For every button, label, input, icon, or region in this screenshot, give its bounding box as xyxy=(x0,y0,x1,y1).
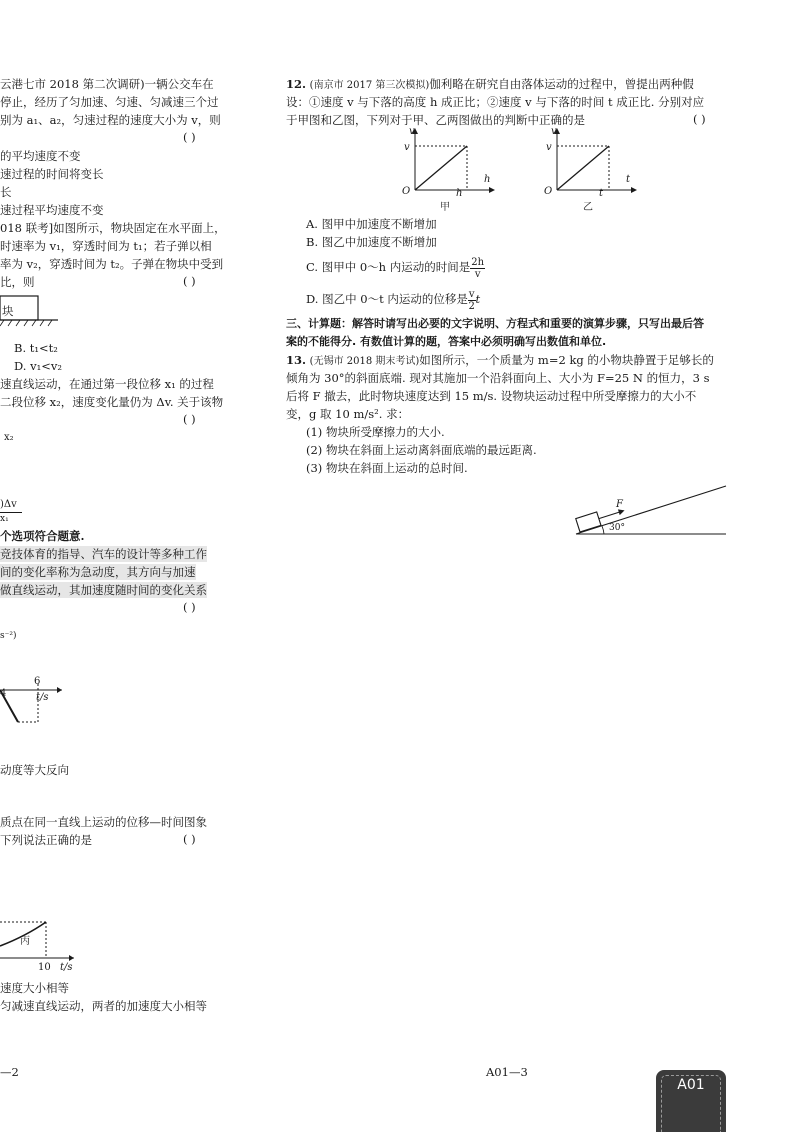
left-heading: 个选项符合题意. xyxy=(0,529,85,543)
left-line: 018 联考]如图所示，物块固定在水平面上， xyxy=(0,221,226,235)
answer-paren: ( ) xyxy=(183,130,196,144)
graph-jia-x-label: h xyxy=(484,174,491,185)
q13-stem: 后将 F 撤去，此时物块速度达到 15 m/s. 设物块运动过程中所受摩擦力的大小不 xyxy=(286,389,697,403)
left-line: 速过程的时间将变长 xyxy=(0,167,104,181)
left-line: 动度等大反向 xyxy=(0,763,69,777)
tick-label: 4 xyxy=(0,688,7,699)
answer-paren: ( ) xyxy=(183,274,196,288)
q13-number: 13. xyxy=(286,353,307,367)
q12-option-d-text: D. 图乙中 0～t 内运动的位移是 xyxy=(306,292,468,306)
q12-option-a: A. 图甲中加速度不断增加 xyxy=(306,217,437,231)
q13-part: (1) 物块所受摩擦力的大小. xyxy=(306,425,445,439)
q12-stem: 伽利略在研究自由落体运动的过程中，曾提出两种假 xyxy=(429,77,694,91)
force-label: F xyxy=(616,499,623,510)
graph-yi-caption: 乙 xyxy=(583,202,593,213)
fraction-denominator: v xyxy=(474,268,481,280)
graph-jia-h-tick: h xyxy=(456,188,463,199)
incline-drawing xyxy=(570,480,730,540)
graph-jia-origin: O xyxy=(402,186,411,197)
q12-line xyxy=(286,76,694,94)
curve-label: 丙 xyxy=(20,936,30,947)
left-line: 速直线运动，在通过第一段位移 x₁ 的过程 xyxy=(0,377,214,391)
left-line: 竞技体育的指导、汽车的设计等多种工作 xyxy=(0,547,207,561)
left-line: 别为 a₁、a₂，匀速过程的速度大小为 v，则 xyxy=(0,113,221,127)
q12-source: (南京市 2017 第三次模拟) xyxy=(309,80,430,91)
q12-option-b: B. 图乙中加速度不断增加 xyxy=(306,235,437,249)
q12-option-c-text: C. 图甲中 0～h 内运动的时间是 xyxy=(306,260,471,274)
graph-jia-caption: 甲 xyxy=(440,202,450,213)
angle-label: 30° xyxy=(609,523,625,533)
q12-answer-paren: ( ) xyxy=(693,112,706,126)
section-heading: 三、计算题：解答时请写出必要的文字说明、方程式和重要的演算步骤，只写出最后答 xyxy=(286,317,704,330)
left-option: B. t₁<t₂ xyxy=(14,341,58,355)
answer-paren: ( ) xyxy=(183,832,196,846)
left-line: 时速率为 v₁，穿透时间为 t₁；若子弹以相 xyxy=(0,239,212,253)
left-line: 云港七市 2018 第二次调研)一辆公交车在 xyxy=(0,77,214,91)
left-line: 比，则 xyxy=(0,275,35,289)
graph-yi-t-tick: t xyxy=(599,188,604,199)
left-line: 做直线运动，其加速度随时间的变化关系 xyxy=(0,583,207,597)
q12-stem: 设：①速度 v 与下落的高度 h 成正比；②速度 v 与下落的时间 t 成正比. 分别对应 xyxy=(286,95,705,109)
q13-source: (无锡市 2018 期末考试) xyxy=(309,356,420,367)
fraction-numerator: 2h xyxy=(471,256,485,268)
tab-label: A01 xyxy=(677,1077,705,1093)
graph-yi-x-label: t xyxy=(626,174,631,185)
left-line: 间的变化率称为急动度，其方向与加速 xyxy=(0,565,196,579)
left-line: 的平均速度不变 xyxy=(0,149,81,163)
q13-stem: 如图所示，一个质量为 m=2 kg 的小物块静置于足够长的 xyxy=(419,353,714,367)
q12-option-d-suffix: t xyxy=(475,292,481,306)
graph-jia-y-label: v xyxy=(409,126,415,137)
graph-yi-origin: O xyxy=(544,186,553,197)
answer-paren: ( ) xyxy=(183,600,196,614)
tick-label: 6 xyxy=(34,676,41,687)
left-option: D. v₁<v₂ xyxy=(14,359,62,373)
graph-yi-y-label: v xyxy=(551,126,557,137)
block-label: 块 xyxy=(2,304,14,318)
q13-part: (2) 物块在斜面上运动离斜面底端的最远距离. xyxy=(306,443,537,457)
left-line: 停止，经历了匀加速、匀速、匀减速三个过 xyxy=(0,95,219,109)
q12-number: 12. xyxy=(286,77,307,91)
q13-stem: 变，g 取 10 m/s². 求： xyxy=(286,407,410,421)
tick-label: 10 xyxy=(38,962,51,973)
q12-option-d-fraction xyxy=(468,289,476,312)
answer-paren: ( ) xyxy=(183,412,196,426)
page-number-left: —2 xyxy=(0,1065,19,1079)
left-line: 长 xyxy=(0,185,12,199)
fraction-denominator: 2 xyxy=(468,300,475,312)
left-fragment: s⁻²) xyxy=(0,631,17,641)
left-line: 下列说法正确的是 xyxy=(0,833,92,847)
q13-part: (3) 物块在斜面上运动的总时间. xyxy=(306,461,468,475)
left-line: 率为 v₂，穿透时间为 t₂。子弹在物块中受到 xyxy=(0,257,224,271)
left-line: 质点在同一直线上运动的位移—时间图象 xyxy=(0,815,207,829)
page-number: A01—3 xyxy=(486,1065,528,1079)
left-line: 匀减速直线运动，两者的加速度大小相等 xyxy=(0,999,207,1013)
q13-line xyxy=(286,352,714,370)
left-fragment: )Δv xyxy=(0,499,17,510)
q12-option-d xyxy=(306,284,480,314)
section-heading: 案的不能得分. 有数值计算的题，答案中必须明确写出数值和单位. xyxy=(286,335,607,348)
graph-yi-v-tick: v xyxy=(546,142,552,153)
left-fragment: x₁ xyxy=(0,514,9,524)
section-tab xyxy=(656,1070,726,1132)
left-fragment: x₂ xyxy=(4,432,14,443)
q12-stem: 于甲图和乙图，下列对于甲、乙两图做出的判断中正确的是 xyxy=(286,113,585,127)
left-line: 速过程平均速度不变 xyxy=(0,203,104,217)
left-line: 速度大小相等 xyxy=(0,981,69,995)
left-line: 二段位移 x₂，速度变化量仍为 Δv. 关于该物 xyxy=(0,395,224,409)
q13-stem: 倾角为 30°的斜面底端. 现对其施加一个沿斜面向上、大小为 F=25 N 的恒力，3 s xyxy=(286,371,710,385)
fraction-numerator: v xyxy=(468,288,475,300)
graph-jia-v-tick: v xyxy=(404,142,410,153)
axis-label: t/s xyxy=(36,692,49,703)
axis-label: t/s xyxy=(60,962,73,973)
q12-option-c-fraction xyxy=(470,257,485,280)
q12-option-c xyxy=(306,252,485,282)
